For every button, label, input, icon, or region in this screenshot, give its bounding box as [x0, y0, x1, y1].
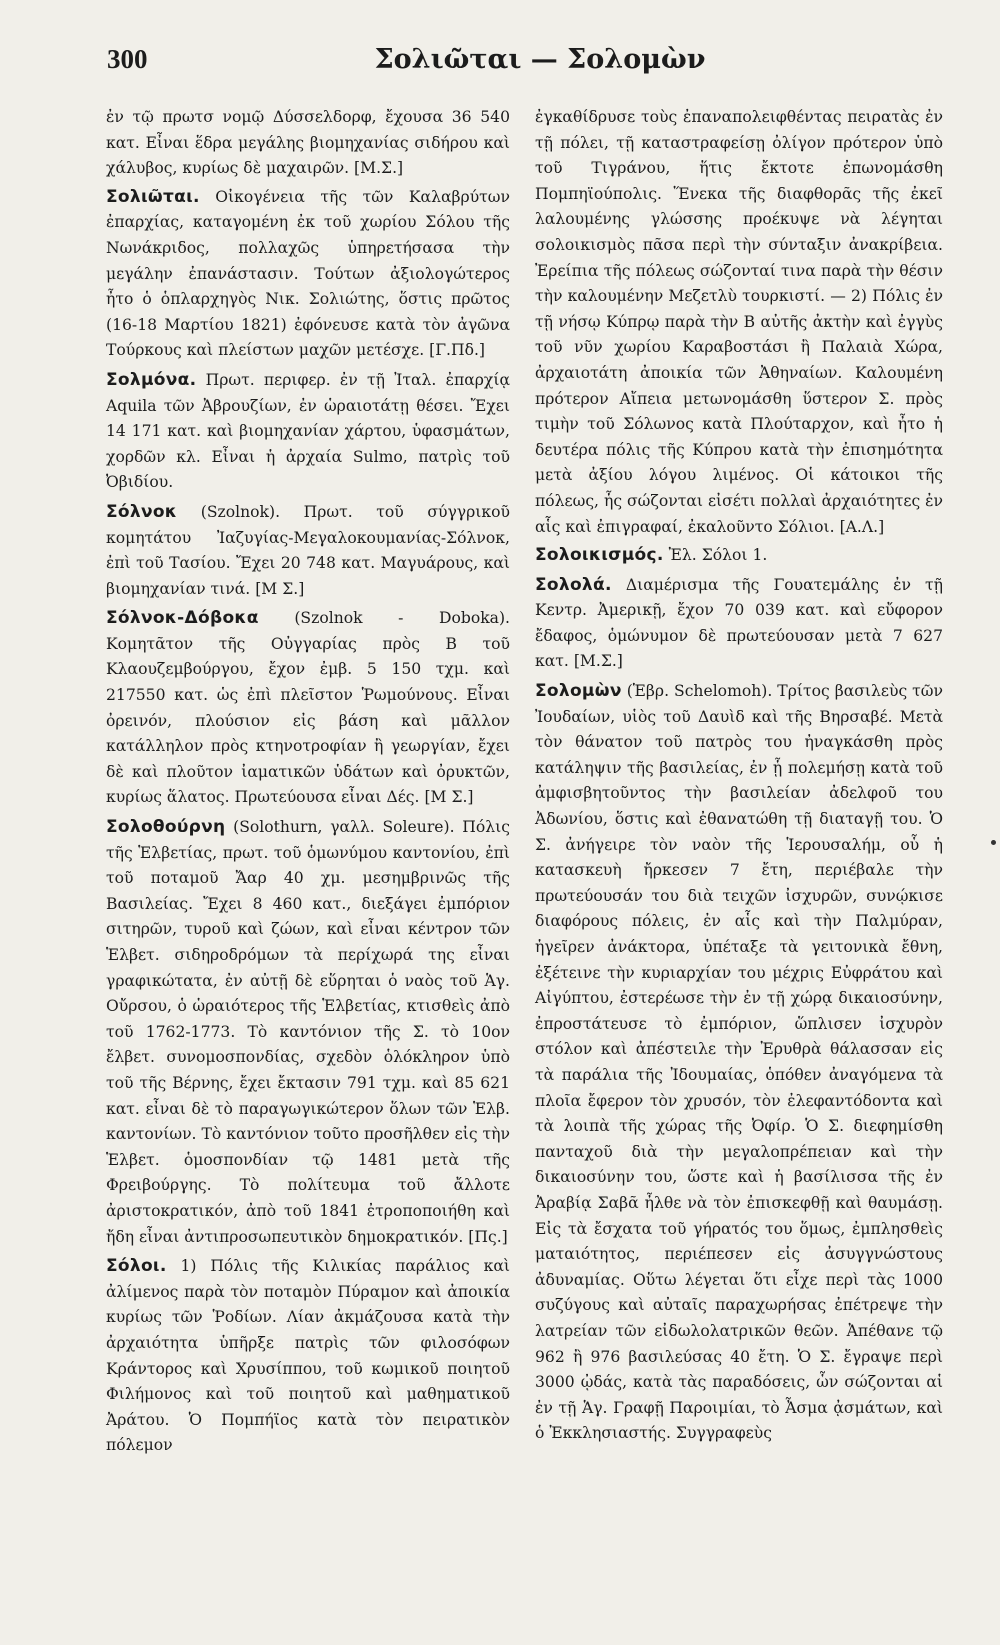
entry-text: Διαμέρισμα τῆς Γουατεμάλης ἐν τῇ Κεντρ. Ἀμερικῇ, ἔχον 70 039 κατ. καὶ εὔφορον ἔδαφος, ὁμώνυμον δὲ πρωτεύουσαν μετὰ 7 627 κατ. [Μ.Σ.] [535, 575, 943, 671]
entry-text: (Szolnok). Πρωτ. τοῦ σύγγρικοῦ κομητάτου Ἰαζυγίας-Μεγαλοκουμανίας-Σόλνοκ, ἐπὶ τοῦ Τασίου. Ἔχει 20 748 κατ. Μαγυάρους, καὶ βιομηχανίαν τινά. [Μ Σ.] [106, 502, 510, 598]
entry-headword: Σολιῶται. [106, 186, 200, 207]
entry-solothurn [106, 815, 510, 1250]
running-head: Σολιῶται — Σολομὼν [374, 44, 706, 75]
entry-continuation [535, 105, 943, 540]
entry-headword: Σολομὼν [535, 681, 622, 702]
entry-text: (Solothurn, γαλλ. Soleure). Πόλις τῆς Ἑλβετίας, πρωτ. τοῦ ὁμωνύμου καντονίου, ἐπὶ τοῦ ποταμοῦ Ἄαρ 40 χμ. μεσημβρινῶς τῆς Βασιλείας. Ἔχει 8 460 κατ., διεξάγει ἐμπόριον σιτηρῶν, τυροῦ καὶ ζώων, καὶ εἶναι κέντρον τῶν Ἑλβετ. σιδηροδρόμων τὰ περίχωρά της εἶναι γραφικώτατα, ἐν αὐτῇ δὲ εὕρηται ὁ ναὸς τοῦ Ἁγ. Οὔρσου, ὁ ὡραιότερος τῆς Ἑλβετίας, κτισθεὶς ἀπὸ τοῦ 1762-1773. Τὸ καντόνιον τῆς Σ. τὸ 10ον ἔλβετ. συνομοσπονδίας, σχεδὸν ὁλόκληρον ὑπὸ τοῦ τῆς Βέρνης, ἔχει ἔκτασιν 791 τχμ. καὶ 85 621 κατ. εἶναι δὲ τὸ παραγωγικώτερον ὅλων τῶν Ἑλβ. καντονίων. Τὸ καντόνιον τοῦτο προσῆλθεν εἰς τὴν Ἑλβετ. ὁμοσπονδίαν τῷ 1481 μετὰ τῆς Φρειβούργης. Τὸ πολίτευμα τοῦ ἄλλοτε ἀριστοκρατικόν, ἀπὸ τοῦ 1841 ἐτροποποιήθη καὶ ἤδη εἶναι ἀντιπροσωπευτικὸν δημοκρατικόν. [Πς.] [106, 818, 510, 1246]
entry-solomon [535, 679, 943, 1447]
entry-solnok [106, 500, 510, 602]
entry-headword: Σόλοι. [106, 1256, 167, 1277]
entry-text: ἐγκαθίδρυσε τοὺς ἐπαναπολειφθέντας πειρατὰς ἐν τῇ πόλει, τῇ καταστραφείσῃ ὀλίγον πρότερον ὑπὸ τοῦ Τιγράνου, ἥτις ἔκτοτε ἐπωνομάσθη Πομπηϊούπολις. Ἕνεκα τῆς διαφθορᾶς τῆς ἐκεῖ λαλουμένης γλώσσης προέκυψε νὰ λέγηται σολοικισμὸς πᾶσα περὶ τὴν σύνταξιν ἀνακρίβεια. Ἐρείπια τῆς πόλεως σώζονταί τινα παρὰ τὴν θέσιν τὴν καλουμένην Μεζετλὺ τουρκιστί. — 2) Πόλις ἐν τῇ νήσῳ Κύπρῳ παρὰ τὴν Β αὐτῆς ἀκτὴν καὶ ἐγγὺς τοῦ νῦν χωρίου Καραβοστάσι ἢ Παλαιὰ Χώρα, ἀρχαιοτάτη ἀποικία τῶν Ἀθηναίων. Καλουμένη πρότερον Αἴπεια μετωνομάσθη ὕστερον Σ. πρὸς τιμὴν τοῦ Σόλωνος κατὰ Πλούταρχον, καὶ ἦτο ἡ δευτέρα πόλις τῆς Κύπρου κατὰ τὴν ἐπισημότητα μετὰ ἀξίου λόγου λιμένος. Οἱ κάτοικοι τῆς πόλεως, ἧς σώζονται εἰσέτι πολλαὶ ἀρχαιότητες ἐν αἷς καὶ ἐπιγραφαί, ἐκαλοῦντο Σόλιοι. [Α.Λ.] [535, 108, 943, 536]
entry-headword: Σολοικισμός. [535, 545, 664, 566]
entry-text: (Szolnok - Doboka). Κομητᾶτον τῆς Οὐγγαρίας πρὸς Β τοῦ Κλαουζεμβούργου, ἔχον ἐμβ. 5 150 τχμ. καὶ 217550 κατ. ὡς ἐπὶ πλεῖστον Ῥωμούνους. Εἶναι ὀρεινόν, πλούσιον εἰς βάση καὶ μᾶλλον κατάλληλον πρὸς κτηνοτροφίαν ἢ γεωργίαν, ἔχει δὲ καὶ πλοῦτον ἰαματικῶν ὑδάτων καὶ ὀρυκτῶν, κυρίως ἅλατος. Πρωτεύουσα εἶναι Δές. [Μ Σ.] [106, 609, 510, 807]
print-speck [991, 840, 996, 845]
entry-text: ἐν τῷ πρωτσ νομῷ Δύσσελδορφ, ἔχουσα 36 540 κατ. Εἶναι ἕδρα μεγάλης βιομηχανίας σιδήρου καὶ χάλυβος, κυρίως δὲ μαχαιρῶν. [Μ.Σ.] [106, 108, 510, 178]
page-number: 300 [107, 44, 148, 74]
entry-headword: Σόλνοκ [106, 501, 178, 522]
entry-solnok-doboka [106, 606, 510, 811]
entry-soliotai [106, 185, 510, 364]
entry-text: 1) Πόλις τῆς Κιλικίας παράλιος καὶ ἀλίμενος παρὰ τὸν ποταμὸν Πύραμον καὶ ἀποικία κυρίως τῶν Ῥοδίων. Λίαν ἀκμάζουσα κατὰ τὴν ἀρχαιότητα ὑπῆρξε πατρὶς τῶν φιλοσόφων Κράντορος καὶ Χρυσίππου, τοῦ κωμικοῦ ποιητοῦ Φιλήμονος καὶ τοῦ ποιητοῦ καὶ μαθηματικοῦ Ἀράτου. Ὁ Πομπήϊος κατὰ τὸν πειρατικὸν πόλεμον [106, 1257, 510, 1455]
entry-text: (Ἑβρ. Schelomoh). Τρίτος βασιλεὺς τῶν Ἰουδαίων, υἱὸς τοῦ Δαυὶδ καὶ τῆς Βηρσαβέ. Μετὰ τὸν θάνατον τοῦ πατρὸς του ἠναγκάσθη πρὸς κατάληψιν τῆς βασιλείας, ἐν ᾗ πολεμήσῃ κατὰ τοῦ ἀμφισβητοῦντος τὴν βασιλείαν ἀδελφοῦ του Ἀδωνίου, ὅστις καὶ ἐθανατώθη τῇ διαταγῇ του. Ὁ Σ. ἀνήγειρε τὸν ναὸν τῆς Ἱερουσαλήμ, οὗ ἡ κατασκευὴ ἤρκεσεν 7 ἔτη, περιέβαλε τὴν πρωτεύουσάν του διὰ τειχῶν ἰσχυρῶν, συνῴκισε διαφόρους πόλεις, ἐν αἷς καὶ τὴν Παλμύραν, ἡγεῖρεν ἀνάκτορα, ὑπέταξε τὰ γειτονικὰ ἔθνη, ἐξέτεινε τὴν κυριαρχίαν του μέχρις Εὐφράτου καὶ Αἰγύπτου, ἐστερέωσε τὴν ἐν τῇ χώρᾳ δικαιοσύνην, ἐπροστάτευσε τὸ ἐμπόριον, ὥπλισεν ἰσχυρὸν στόλον καὶ ἀπέστειλε τὴν Ἐρυθρὰ θάλασσαν εἰς τὰ παράλια τῆς Ἰδουμαίας, ὁπόθεν ἀναγόμενα τὰ πλοῖα ἔφερον τὸν χρυσόν, τὸν ἐλεφαντόδοντα καὶ τὰ λοιπὰ τῆς χώρας τῆς Ὀφίρ. Ὁ Σ. διεφημίσθη πανταχοῦ διὰ τὴν μεγαλοπρέπειαν καὶ τὴν δικαιοσύνην του, ὥστε καὶ ἡ βασίλισσα τῆς ἐν Ἀραβίᾳ Σαβᾶ ἦλθε νὰ τὸν ἐπισκεφθῇ καὶ θαυμάσῃ. Εἰς τὰ ἔσχατα τοῦ γήρατός του ὅμως, ἐμπλησθεὶς ματαιότητος, περιέπεσεν εἰς ἀσυγγνώστους ἀδυναμίας. Οὕτω λέγεται ὅτι εἶχε περὶ τὰς 1000 συζύγους καὶ αὐταῖς παραχωρήσας ἐπέτρεψε τὴν λατρείαν τῶν εἰδωλολατρικῶν θεῶν. Ἀπέθανε τῷ 962 ἢ 976 βασιλεύσας 40 ἔτη. Ὁ Σ. ἔγραψε περὶ 3000 ᾠδάς, κατὰ τὰς παραδόσεις, ὧν σώζονται αἱ ἐν τῇ Ἁγ. Γραφῇ Παροιμίαι, τὸ Ἆσμα ᾀσμάτων, καὶ ὁ Ἐκκλησιαστής. Συγγραφεὺς [535, 682, 943, 1443]
left-column [106, 105, 510, 1463]
entry-text: Οἰκογένεια τῆς τῶν Καλαβρύτων ἐπαρχίας, καταγομένη ἐκ τοῦ χωρίου Σόλου τῆς Νωνάκριδος, πολλαχῶς ὑπηρετήσασα τὴν μεγάλην ἐπανάστασιν. Τούτων ἀξιολογώτερος ἦτο ὁ ὁπλαρχηγὸς Νικ. Σολιώτης, ὅστις πρῶτος (16-18 Μαρτίου 1821) ἐφόνευσε κατὰ τὸν ἀγῶνα Τούρκους καὶ πλείστων μαχῶν μετέσχε. [Γ.Πδ.] [106, 187, 510, 360]
entry-headword: Σολοθούρνη [106, 817, 226, 838]
right-column [535, 105, 943, 1451]
entry-headword: Σόλνοκ-Δόβοκα [106, 608, 259, 629]
entry-headword: Σολολά. [535, 574, 612, 595]
entry-text: Ἐλ. Σόλοι 1. [668, 546, 768, 565]
entry-soloikismos [535, 543, 943, 569]
entry-soloi [106, 1254, 510, 1459]
entry-solmona [106, 368, 510, 496]
entry-text: Πρωτ. περιφερ. ἐν τῇ Ἰταλ. ἐπαρχίᾳ Aquila τῶν Ἀβρουζίων, ἐν ὡραιοτάτῃ θέσει. Ἔχει 14 171 κατ. καὶ βιομηχανίαν χάρτου, ὑφασμάτων, χορδῶν κλ. Εἶναι ἡ ἀρχαία Sulmo, πατρὶς τοῦ Ὀβιδίου. [106, 370, 510, 492]
entry-continuation [106, 105, 510, 182]
entry-solola [535, 573, 943, 675]
entry-headword: Σολμόνα. [106, 369, 197, 390]
